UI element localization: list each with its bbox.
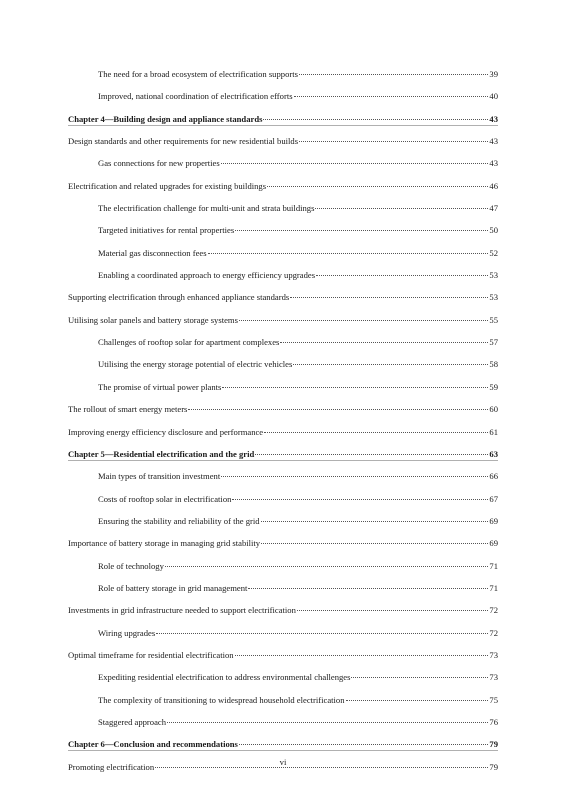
- toc-entry[interactable]: [68, 181, 498, 192]
- toc-entry-page: 71: [489, 582, 498, 593]
- toc-entry-page: 60: [489, 404, 498, 415]
- toc-entry-page: 53: [489, 292, 498, 303]
- dot-leader: [156, 632, 488, 634]
- dot-leader: [165, 565, 489, 567]
- toc-entry-title: Gas connections for new properties: [98, 158, 220, 169]
- toc-entry[interactable]: [68, 695, 498, 706]
- toc-entry-title: Main types of transition investment: [98, 471, 221, 482]
- toc-entry-page: 63: [489, 448, 498, 459]
- dot-leader: [248, 587, 488, 589]
- dot-leader: [261, 542, 488, 544]
- toc-entry-title: The rollout of smart energy meters: [68, 404, 188, 415]
- toc-chapter-entry[interactable]: [68, 114, 498, 126]
- toc-entry-title: Enabling a coordinated approach to energy efficiency upgrades: [98, 270, 316, 281]
- dot-leader: [346, 699, 489, 701]
- toc-entry[interactable]: [68, 136, 498, 147]
- toc-entry-title: Improving energy efficiency disclosure and performance: [68, 426, 264, 437]
- toc-entry-title: Electrification and related upgrades for existing buildings: [68, 180, 267, 191]
- toc-entry-page: 58: [489, 359, 498, 370]
- toc-entry-page: 72: [489, 627, 498, 638]
- dot-leader: [188, 408, 488, 410]
- dot-leader: [232, 498, 488, 500]
- toc-entry[interactable]: [68, 69, 498, 80]
- toc-chapter-entry[interactable]: [68, 449, 498, 461]
- toc-entry-page: 55: [489, 314, 498, 325]
- toc-entry-page: 52: [489, 247, 498, 258]
- toc-entry-title: Improved, national coordination of electrification efforts: [98, 91, 293, 102]
- toc-entry[interactable]: [68, 494, 498, 505]
- toc-entry-title: Chapter 6—Conclusion and recommendations: [68, 739, 238, 750]
- toc-entry-title: The need for a broad ecosystem of electrification supports: [98, 69, 298, 79]
- dot-leader: [235, 229, 488, 231]
- toc-entry-title: Promoting electrification: [68, 761, 155, 772]
- toc-entry-page: 39: [489, 69, 498, 79]
- toc-entry-title: Supporting electrification through enhanced appliance standards: [68, 292, 290, 303]
- toc-entry-title: Utilising the energy storage potential of electric vehicles: [98, 359, 293, 370]
- toc-chapter-entry[interactable]: [68, 739, 498, 751]
- toc-entry-title: Role of technology: [98, 560, 164, 571]
- toc-entry[interactable]: [68, 382, 498, 393]
- dot-leader: [261, 520, 489, 522]
- toc-entry-page: 47: [489, 203, 498, 214]
- toc-entry[interactable]: [68, 628, 498, 639]
- dot-leader: [316, 274, 488, 276]
- dot-leader: [221, 475, 488, 477]
- toc-entry-title: Costs of rooftop solar in electrification: [98, 493, 232, 504]
- toc-entry-page: 40: [489, 91, 498, 102]
- toc-entry[interactable]: [68, 225, 498, 236]
- toc-entry-page: 69: [489, 515, 498, 526]
- toc-entry-page: 53: [489, 270, 498, 281]
- dot-leader: [221, 162, 489, 164]
- toc-entry-title: The promise of virtual power plants: [98, 381, 222, 392]
- toc-entry[interactable]: [68, 427, 498, 438]
- toc-entry-title: Targeted initiatives for rental properties: [98, 225, 235, 236]
- dot-leader: [263, 118, 488, 120]
- toc-entry-title: Ensuring the stability and reliability of the grid: [98, 515, 260, 526]
- toc-entry-title: The electrification challenge for multi-unit and strata buildings: [98, 203, 315, 214]
- toc-entry-page: 43: [489, 136, 498, 147]
- toc-entry-page: 71: [489, 560, 498, 571]
- toc-entry-title: Chapter 4—Building design and appliance standards: [68, 113, 263, 124]
- toc-entry[interactable]: [68, 270, 498, 281]
- page-number: vi: [279, 757, 287, 767]
- toc-entry-page: 50: [489, 225, 498, 236]
- toc-entry[interactable]: [68, 605, 498, 616]
- dot-leader: [208, 252, 489, 254]
- toc-entry[interactable]: [68, 203, 498, 214]
- dot-leader: [293, 363, 488, 365]
- toc-entry-page: 67: [489, 493, 498, 504]
- toc-entry[interactable]: [68, 158, 498, 169]
- toc-entry[interactable]: [68, 292, 498, 303]
- dot-leader: [255, 453, 488, 455]
- toc-entry-page: 59: [489, 381, 498, 392]
- toc-entry-page: 79: [489, 761, 498, 772]
- toc-entry-title: Investments in grid infrastructure needed to support electrification: [68, 605, 296, 616]
- toc-entry-page: 46: [489, 180, 498, 191]
- toc-entry-title: Chapter 5—Residential electrification and the grid: [68, 448, 255, 459]
- toc-entry-page: 76: [489, 716, 498, 727]
- dot-leader: [239, 319, 488, 321]
- toc-entry-title: Optimal timeframe for residential electrification: [68, 649, 234, 660]
- toc-entry-title: Challenges of rooftop solar for apartment complexes: [98, 337, 280, 348]
- dot-leader: [294, 95, 489, 97]
- toc-entry-page: 43: [489, 158, 498, 169]
- toc-entry[interactable]: [68, 672, 498, 683]
- dot-leader: [280, 341, 488, 343]
- toc-entry[interactable]: [68, 337, 498, 348]
- dot-leader: [290, 296, 488, 298]
- toc-entry-title: Material gas disconnection fees: [98, 247, 207, 258]
- toc-entry[interactable]: [68, 717, 498, 728]
- table-of-contents: [68, 69, 498, 784]
- toc-entry[interactable]: [68, 91, 498, 102]
- toc-entry[interactable]: [68, 359, 498, 370]
- toc-entry-page: 69: [489, 538, 498, 549]
- toc-entry[interactable]: [68, 650, 498, 661]
- dot-leader: [167, 721, 488, 723]
- toc-entry-title: Utilising solar panels and battery storage systems: [68, 314, 238, 325]
- toc-entry[interactable]: [68, 248, 498, 259]
- toc-entry-title: Staggered approach: [98, 716, 167, 727]
- toc-entry-page: 73: [489, 649, 498, 660]
- toc-entry-title: Expediting residential electrification to address environmental challenges: [98, 672, 351, 683]
- dot-leader: [299, 140, 488, 142]
- dot-leader: [264, 431, 488, 433]
- toc-entry[interactable]: [68, 471, 498, 482]
- toc-entry-page: 61: [489, 426, 498, 437]
- toc-entry[interactable]: [68, 561, 498, 572]
- toc-entry[interactable]: [68, 538, 498, 549]
- toc-entry[interactable]: [68, 583, 498, 594]
- toc-entry[interactable]: [68, 516, 498, 527]
- toc-entry-title: Wiring upgrades: [98, 627, 156, 638]
- toc-entry-page: 73: [489, 672, 498, 683]
- dot-leader: [315, 207, 488, 209]
- toc-entry-title: Importance of battery storage in managing grid stability: [68, 538, 261, 549]
- dot-leader: [222, 386, 488, 388]
- toc-entry-page: 72: [489, 605, 498, 616]
- dot-leader: [267, 185, 488, 187]
- toc-entry[interactable]: [68, 315, 498, 326]
- dot-leader: [299, 73, 488, 75]
- dot-leader: [239, 743, 489, 745]
- toc-entry-page: 66: [489, 471, 498, 482]
- dot-leader: [351, 676, 488, 678]
- toc-entry-title: Design standards and other requirements for new residential builds: [68, 136, 299, 147]
- toc-entry-title: Role of battery storage in grid management: [98, 582, 248, 593]
- dot-leader: [297, 609, 489, 611]
- toc-entry[interactable]: [68, 404, 498, 415]
- toc-entry-page: 43: [489, 113, 498, 124]
- dot-leader: [235, 654, 489, 656]
- toc-entry-title: The complexity of transitioning to widespread household electrification: [98, 694, 345, 705]
- toc-entry-page: 75: [489, 694, 498, 705]
- toc-entry-page: 79: [489, 739, 498, 750]
- toc-entry-page: 57: [489, 337, 498, 348]
